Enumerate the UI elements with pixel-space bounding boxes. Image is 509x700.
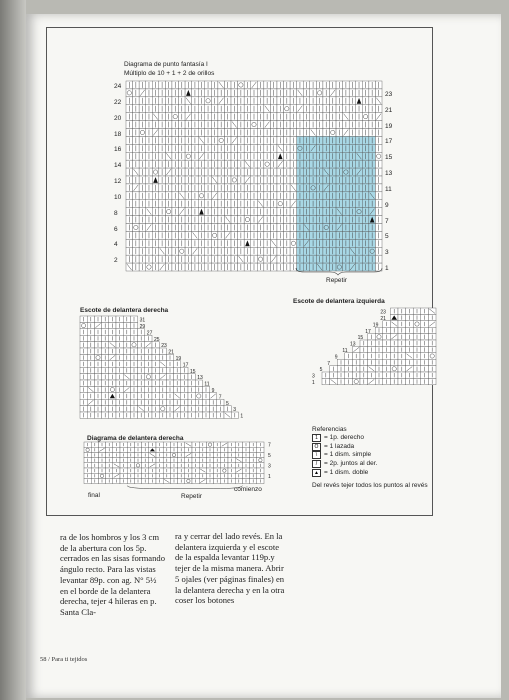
legend-note: Del revés tejer todos los puntos al revés [312, 481, 428, 489]
row-number: 15 [357, 335, 364, 342]
start-label: comienzo [234, 486, 262, 493]
row-number: 21 [168, 349, 174, 356]
legend-text: = 2p. juntos al der. [324, 460, 378, 468]
row-number: 1 [312, 380, 315, 386]
row-number: 31 [139, 317, 146, 324]
row-number: 11 [342, 348, 348, 354]
page-footer: 58 / Para ti tejidos [40, 656, 88, 663]
row-number: 14 [114, 162, 122, 170]
text-column-right [175, 531, 285, 606]
repeat-label: Repetir [326, 277, 347, 284]
final-label: final [88, 492, 100, 499]
legend-item [312, 460, 462, 469]
legend [312, 426, 462, 490]
legend-text: = 1 dism. simple [324, 451, 372, 459]
row-number: 23 [385, 90, 393, 98]
row-number: 19 [372, 322, 379, 329]
row-number: 7 [218, 394, 222, 401]
row-number: 20 [114, 114, 122, 122]
row-number: 5 [319, 367, 323, 374]
row-number: 1 [268, 473, 271, 480]
row-number: 7 [385, 217, 389, 225]
repeat-bracket [294, 266, 384, 276]
row-number: 9 [334, 354, 338, 361]
delantera-derecha-title: Diagrama de delantera derecha [87, 435, 184, 442]
row-number: 9 [385, 201, 389, 209]
row-number: 7 [268, 442, 271, 449]
legend-item [312, 451, 462, 460]
row-number: 1 [385, 265, 389, 273]
row-number: 3 [268, 463, 271, 470]
text-column-right-content: ra y cerrar del lado revés. En la delantera izquierda y el escote de la espalda levantar 119p.y tejer de la misma manera. Abrir 5 ojales (ver páginas finales) en la delantera derecha y en la otra coser los botones [175, 531, 285, 606]
row-number: 17 [385, 138, 393, 146]
text-column-left-content: ra de los hombros y los 3 cm de la abertura con los 5p. cerrados en las sisas formando ángulo recto. Para las vistas levantar 89p. con ag. N° 5½ en el borde de la delantera derecha, tejer 4 hileras en p. Santa Cla- [60, 532, 166, 617]
legend-item [312, 443, 462, 452]
legend-item [312, 434, 462, 443]
escote-derecha-title: Escote de delantera derecha [80, 307, 169, 314]
row-number: 9 [211, 388, 215, 394]
row-number: 19 [175, 356, 182, 362]
row-number: 22 [114, 98, 122, 106]
main-diagram-title: Diagrama de punto fantasía I [124, 61, 208, 68]
row-number: 23 [161, 343, 167, 350]
legend-title: Referencias [312, 426, 347, 433]
row-number: 2 [114, 257, 118, 265]
row-number: 3 [312, 373, 315, 380]
row-number: 11 [385, 185, 392, 193]
row-number: 5 [385, 233, 389, 241]
main-stitch-grid [126, 81, 382, 271]
legend-symbol-icon: 1 [312, 434, 321, 442]
row-number: 23 [380, 309, 386, 316]
delantera-repeat-label: Repetir [181, 493, 202, 500]
row-number: 25 [154, 336, 160, 343]
escote-izquierda-grid [312, 308, 442, 388]
row-number: 27 [146, 330, 153, 337]
row-number: 3 [385, 249, 389, 257]
legend-symbol-icon: O [312, 443, 321, 451]
row-number: 29 [139, 324, 146, 330]
row-number: 15 [385, 154, 393, 162]
row-number: 12 [114, 178, 122, 185]
row-number: 3 [233, 407, 236, 414]
book-gutter [0, 0, 26, 700]
row-number: 15 [190, 368, 196, 375]
row-number: 1 [240, 413, 244, 420]
row-number: 18 [114, 130, 122, 138]
delantera-derecha-grid [84, 442, 274, 484]
legend-symbol-icon: ▲ [312, 469, 321, 477]
row-number: 10 [114, 193, 122, 201]
row-number: 13 [197, 375, 203, 382]
row-number: 19 [385, 122, 393, 130]
row-number: 5 [268, 453, 271, 460]
row-number: 21 [385, 106, 393, 114]
legend-text: = 1 dism. doble [324, 468, 369, 476]
row-number: 17 [365, 328, 371, 335]
row-number: 6 [114, 225, 118, 233]
row-number: 13 [350, 341, 356, 348]
row-number: 17 [182, 362, 189, 369]
row-number: 16 [114, 146, 122, 154]
main-diagram-subtitle: Múltiplo de 10 + 1 + 2 de orillos [124, 70, 215, 77]
row-number: 21 [380, 316, 386, 322]
escote-izquierda-title: Escote de delantera izquierda [293, 298, 385, 305]
row-number: 7 [327, 360, 330, 367]
legend-item [312, 468, 462, 477]
legend-text: = 1p. derecho [324, 434, 364, 442]
legend-text: = 1 lazada [324, 442, 355, 450]
row-number: 13 [385, 170, 393, 178]
row-number: 11 [204, 381, 210, 388]
row-number: 8 [114, 209, 118, 217]
row-number: 24 [114, 83, 122, 90]
row-number: 4 [114, 241, 118, 249]
legend-symbol-icon: \ [312, 451, 321, 459]
row-number: 5 [226, 400, 229, 407]
legend-symbol-icon: / [312, 460, 321, 468]
text-column-left [60, 532, 166, 618]
escote-derecha-grid [80, 316, 250, 421]
